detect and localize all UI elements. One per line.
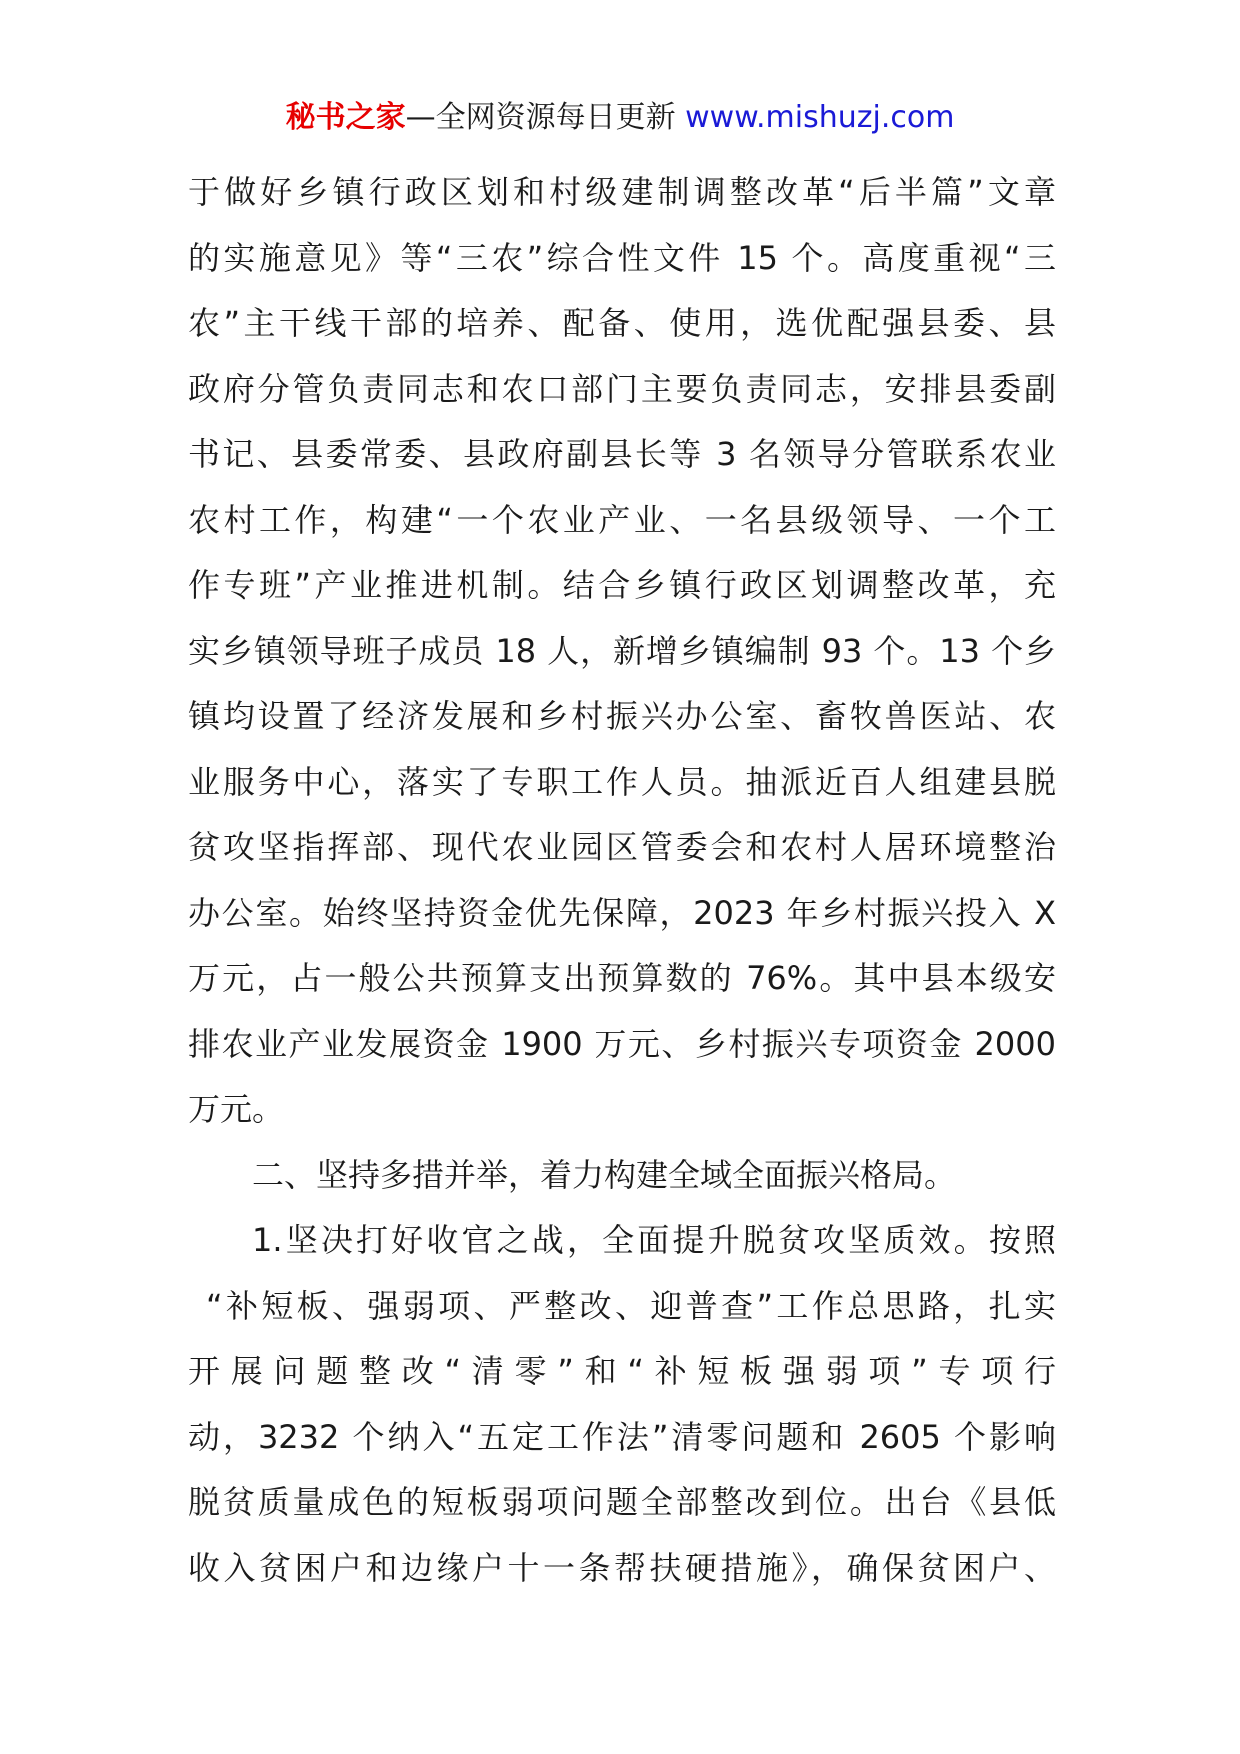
text-line: 1.坚决打好收官之战，全面提升脱贫攻坚质效。按照 xyxy=(252,1221,1056,1259)
text-line: 农村工作，构建“一个农业产业、一名县级领导、一个工 xyxy=(188,500,1056,539)
text-line: 开展问题整改“清零”和“补短板强弱项”专项行 xyxy=(188,1352,1056,1390)
text-line: “补短板、强弱项、严整改、迎普查”工作总思路，扎实 xyxy=(206,1286,1056,1325)
text-line: 实乡镇领导班子成员 18 人，新增乡镇编制 93 个。13 个乡 xyxy=(188,631,1056,670)
text-line: 排农业产业发展资金 1900 万元、乡村振兴专项资金 2000 xyxy=(188,1024,1056,1063)
text-line: 镇均设置了经济发展和乡村振兴办公室、畜牧兽医站、农 xyxy=(188,697,1056,735)
site-tagline: —全网资源每日更新 xyxy=(405,100,676,135)
site-header xyxy=(0,98,1240,138)
text-line: 收入贫困户和边缘户十一条帮扶硬措施》，确保贫困户、 xyxy=(188,1548,1056,1587)
text-line: 的实施意见》等“三农”综合性文件 15 个。高度重视“三 xyxy=(188,238,1056,277)
text-line: 万元。 xyxy=(188,1090,285,1128)
text-line: 于做好乡镇行政区划和村级建制调整改革“后半篇”文章 xyxy=(188,173,1056,211)
text-line: 作专班”产业推进机制。结合乡镇行政区划调整改革，充 xyxy=(188,566,1056,604)
site-url-link[interactable]: www.mishuzj.com xyxy=(685,100,955,135)
text-line: 万元，占一般公共预算支出预算数的 76%。其中县本级安 xyxy=(188,959,1056,997)
text-line: 业服务中心，落实了专职工作人员。抽派近百人组建县脱 xyxy=(188,762,1056,801)
site-brand: 秘书之家 xyxy=(285,100,406,135)
text-line: 动，3232 个纳入“五定工作法”清零问题和 2605 个影响 xyxy=(188,1417,1056,1456)
text-line: 政府分管负责同志和农口部门主要负责同志，安排县委副 xyxy=(188,369,1056,408)
text-line: 贫攻坚指挥部、现代农业园区管委会和农村人居环境整治 xyxy=(188,828,1056,866)
document-body xyxy=(188,160,1056,1601)
text-line: 脱贫质量成色的短板弱项问题全部整改到位。出台《县低 xyxy=(188,1483,1056,1521)
text-line: 办公室。始终坚持资金优先保障，2023 年乡村振兴投入 X xyxy=(188,893,1056,932)
text-line: 农”主干线干部的培养、配备、使用，选优配强县委、县 xyxy=(188,304,1056,342)
text-line: 书记、县委常委、县政府副县长等 3 名领导分管联系农业 xyxy=(188,435,1056,473)
section-heading: 二、坚持多措并举，着力构建全域全面振兴格局。 xyxy=(252,1155,957,1194)
